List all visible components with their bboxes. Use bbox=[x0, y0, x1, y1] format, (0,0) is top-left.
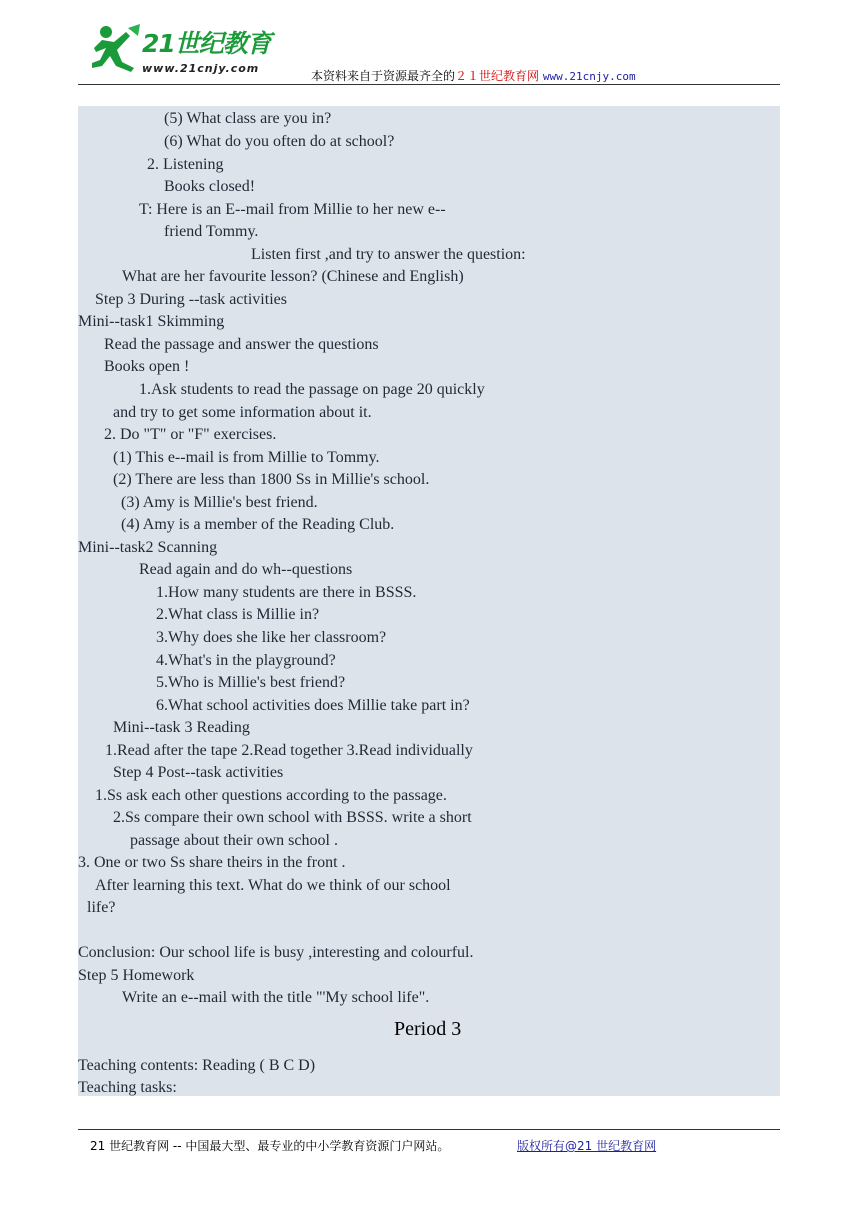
text-line: (3) Amy is Millie's best friend. bbox=[121, 494, 318, 511]
text-line: (2) There are less than 1800 Ss in Millie's school. bbox=[113, 471, 430, 488]
text-line: 2.What class is Millie in? bbox=[156, 606, 320, 623]
text-line: After learning this text. What do we think of our school bbox=[95, 877, 451, 894]
text-line: Books open ! bbox=[104, 358, 190, 375]
text-line: Step 3 During --task activities bbox=[95, 291, 287, 308]
text-line: 2. Do "T" or "F" exercises. bbox=[104, 426, 277, 443]
runner-logo-icon bbox=[84, 22, 144, 82]
header-site-name[interactable]: ２１世纪教育网 bbox=[455, 69, 540, 83]
logo-text: 21世纪教育 bbox=[142, 29, 271, 58]
text-line: 4.What's in the playground? bbox=[156, 652, 336, 669]
text-line: and try to get some information about it. bbox=[113, 404, 372, 421]
text-line: 3. One or two Ss share theirs in the front . bbox=[78, 854, 346, 871]
header-note bbox=[311, 67, 636, 84]
footer-copyright-link[interactable]: 版权所有@21 世纪教育网 bbox=[517, 1139, 657, 1153]
text-line: Read the passage and answer the questions bbox=[104, 336, 379, 353]
text-line: passage about their own school . bbox=[130, 832, 338, 849]
text-line: Listen first ,and try to answer the question: bbox=[251, 246, 526, 263]
footer-divider bbox=[78, 1129, 780, 1130]
text-line: (1) This e--mail is from Millie to Tommy. bbox=[113, 449, 380, 466]
text-line: friend Tommy. bbox=[164, 223, 259, 240]
text-line: Step 5 Homework bbox=[78, 967, 195, 984]
site-logo[interactable] bbox=[84, 22, 284, 82]
text-line: Mini--task1 Skimming bbox=[78, 313, 225, 330]
lesson-content bbox=[78, 106, 780, 1096]
text-line: 6.What school activities does Millie take part in? bbox=[156, 697, 470, 714]
text-line: Mini--task2 Scanning bbox=[78, 539, 218, 556]
text-line: (5) What class are you in? bbox=[164, 110, 332, 127]
header-note-prefix: 本资料来自于资源最齐全的 bbox=[311, 69, 456, 83]
text-line: (6) What do you often do at school? bbox=[164, 133, 395, 150]
text-line: (4) Amy is a member of the Reading Club. bbox=[121, 516, 395, 533]
text-line: What are her favourite lesson? (Chinese and English) bbox=[122, 268, 464, 285]
text-line: Books closed! bbox=[164, 178, 256, 195]
text-line: Teaching tasks: bbox=[78, 1079, 177, 1096]
text-line: life? bbox=[87, 899, 116, 916]
text-line: 2. Listening bbox=[147, 156, 224, 173]
period-heading: Period 3 bbox=[394, 1018, 462, 1040]
text-line: 2.Ss compare their own school with BSSS. write a short bbox=[113, 809, 472, 826]
text-line: 1.Ss ask each other questions according to the passage. bbox=[95, 787, 447, 804]
header-divider bbox=[78, 84, 780, 85]
text-line: 1.Read after the tape 2.Read together 3.Read individually bbox=[105, 742, 473, 759]
text-line: Write an e--mail with the title "'My school life". bbox=[122, 989, 430, 1006]
text-line: 3.Why does she like her classroom? bbox=[156, 629, 387, 646]
text-line: Teaching contents: Reading ( B C D) bbox=[78, 1057, 316, 1074]
text-line: 1.How many students are there in BSSS. bbox=[156, 584, 417, 601]
header-url-link[interactable]: www.21cnjy.com bbox=[542, 70, 636, 83]
text-line: 1.Ask students to read the passage on page 20 quickly bbox=[139, 381, 485, 398]
text-line: T: Here is an E--mail from Millie to her new e-- bbox=[139, 201, 446, 218]
footer-text: 21 世纪教育网 -- 中国最大型、最专业的中小学教育资源门户网站。 bbox=[90, 1139, 450, 1153]
text-line: Step 4 Post--task activities bbox=[113, 764, 284, 781]
text-line: Mini--task 3 Reading bbox=[113, 719, 250, 736]
text-line: 5.Who is Millie's best friend? bbox=[156, 674, 346, 691]
text-line: Read again and do wh--questions bbox=[139, 561, 353, 578]
text-line: Conclusion: Our school life is busy ,interesting and colourful. bbox=[78, 944, 474, 961]
page-header bbox=[0, 0, 860, 90]
logo-url: www.21cnjy.com bbox=[142, 62, 260, 75]
